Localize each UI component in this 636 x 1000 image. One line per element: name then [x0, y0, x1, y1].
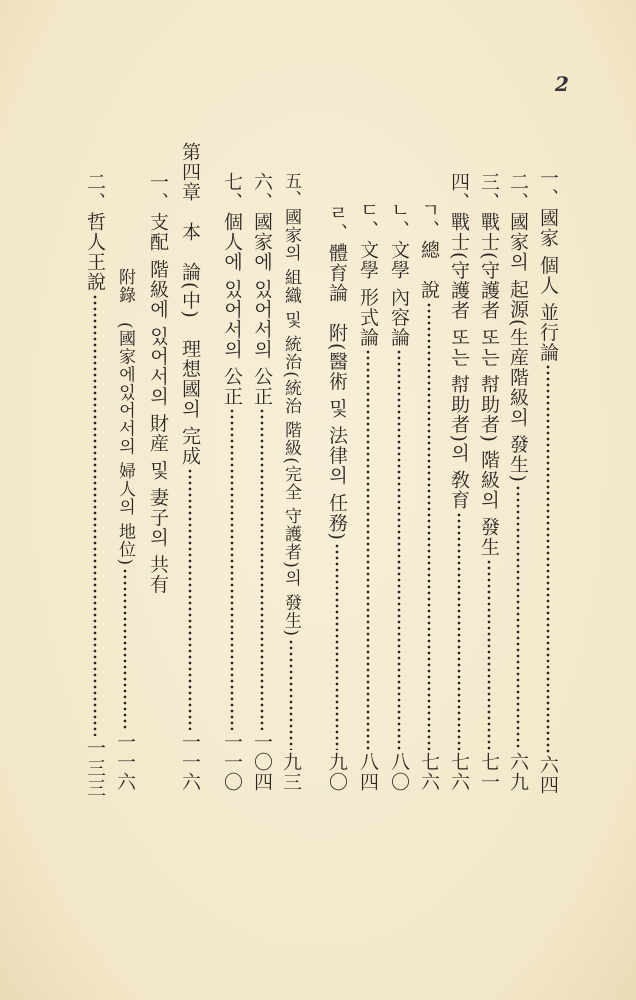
toc-entry	[145, 172, 171, 595]
toc-page: 九〇	[326, 752, 348, 792]
toc-page: 七六	[418, 752, 440, 792]
toc-entry	[82, 172, 108, 798]
toc-page: 一一六	[179, 732, 201, 792]
toc-page: 一〇四	[251, 732, 273, 792]
toc-page: 七一	[478, 752, 500, 792]
toc-page: 一三三	[84, 738, 106, 798]
toc-label: 六、國家에 있어서의 公正	[251, 172, 273, 407]
leader-dots	[289, 639, 293, 750]
toc-label: 附錄 (國家에있어서의 婦人의 地位)	[115, 268, 135, 567]
leader-dots	[123, 568, 127, 730]
toc-entry	[112, 268, 138, 792]
toc-label: 一、支配 階級에 있어서의 財産 및 妻子의 共有	[147, 172, 169, 595]
leader-dots	[427, 302, 431, 750]
page-number: 2	[555, 72, 569, 96]
toc-entry	[324, 203, 350, 792]
leader-dots	[93, 294, 97, 736]
leader-dots	[516, 485, 520, 750]
toc-entry	[505, 172, 531, 792]
toc-label: ㄴ、文學 內容論	[388, 200, 410, 348]
toc-entry	[386, 200, 412, 792]
toc-entry	[249, 172, 275, 792]
toc-page: 六九	[507, 752, 529, 792]
toc-label: 一、國家 個人 並行論	[537, 168, 559, 363]
leader-dots	[546, 364, 550, 753]
leader-dots	[335, 543, 339, 750]
toc-label: 二、哲人王說	[84, 172, 106, 292]
toc-label: 三、戰士(守護者 또는 幇助者) 階級의 發生	[478, 172, 500, 557]
toc-page: 七六	[448, 752, 470, 792]
toc-label: 五、國家의 組織 및 統治(統治 階級(完全 守護者)의 發生)	[281, 172, 301, 637]
toc-label: ㄷ、文學 形式論	[357, 200, 379, 348]
toc-entry	[278, 172, 304, 792]
leader-dots	[487, 559, 491, 750]
leader-dots	[457, 512, 461, 750]
toc-page: 六四	[537, 755, 559, 795]
toc-label: ㄹ、體育論 附(醫術 및 法律의 任務)	[326, 203, 348, 541]
toc-page: 八四	[357, 752, 379, 792]
leader-dots	[366, 349, 370, 750]
toc-label: 第四章 本 論(中) 理想國의 完成	[179, 142, 201, 466]
toc-entry	[416, 200, 442, 792]
toc-page: 一一六	[114, 732, 136, 792]
leader-dots	[397, 349, 401, 750]
toc-page: 八〇	[388, 752, 410, 792]
leader-dots	[188, 468, 192, 730]
toc-entry	[535, 168, 561, 795]
chapter-heading-entry	[177, 142, 203, 792]
toc-label: 七、個人에 있어서의 公正	[221, 172, 243, 407]
toc-page: 一一〇	[221, 732, 243, 792]
toc-label: 四、戰士(守護者 또는 幇助者)의 敎育	[448, 172, 470, 510]
toc-entry	[355, 200, 381, 792]
toc-entry	[476, 172, 502, 792]
toc-entry	[219, 172, 245, 792]
toc-label: ㄱ、總 說	[418, 200, 440, 300]
leader-dots	[260, 408, 264, 730]
toc-label: 二、國家의 起源(生産階級의 發生)	[507, 172, 529, 483]
leader-dots	[230, 408, 234, 730]
toc-entry	[446, 172, 472, 792]
toc-page: 九三	[280, 752, 302, 792]
